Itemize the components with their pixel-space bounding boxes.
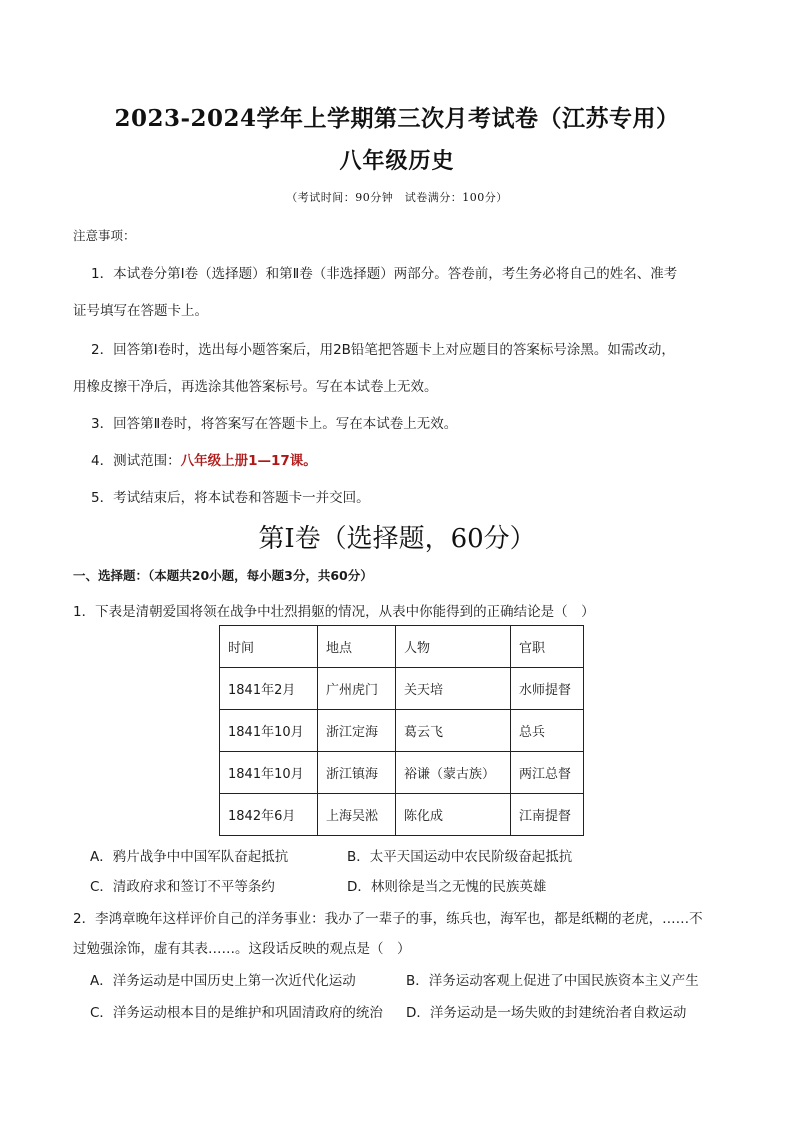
question-1-stem: 1．下表是清朝爱国将领在战争中壮烈捐躯的情况，从表中你能得到的正确结论是（ ）	[73, 604, 595, 620]
table-cell: 广州虎门	[318, 668, 396, 710]
table-cell: 陈化成	[396, 794, 511, 836]
table-cell: 1842年6月	[220, 794, 318, 836]
question-2-option-c: C．洋务运动根本目的是维护和巩固清政府的统治	[90, 1005, 383, 1021]
part-label: 一、选择题：	[73, 568, 149, 583]
table-cell: 两江总督	[511, 752, 584, 794]
table-cell: 总兵	[511, 710, 584, 752]
table-header-cell: 时间	[220, 626, 318, 668]
subject-title: 八年级历史	[339, 148, 455, 174]
table-header-cell: 官职	[511, 626, 584, 668]
table-cell: 1841年10月	[220, 710, 318, 752]
notice-item-4-prefix: 4．测试范围：	[91, 453, 181, 469]
notice-item-1-line-2: 证号填写在答题卡上。	[73, 303, 208, 319]
table-cell: 裕谦（蒙古族）	[396, 752, 511, 794]
notice-heading: 注意事项：	[73, 228, 136, 243]
notice-item-5: 5．考试结束后，将本试卷和答题卡一并交回。	[91, 490, 370, 506]
page-title: 2023-2024学年上学期第三次月考试卷（江苏专用）	[114, 105, 680, 132]
table-cell: 江南提督	[511, 794, 584, 836]
table-cell: 上海吴淞	[318, 794, 396, 836]
question-2-option-b: B．洋务运动客观上促进了中国民族资本主义产生	[406, 973, 699, 989]
notice-item-1-line-1: 1．本试卷分第Ⅰ卷（选择题）和第Ⅱ卷（非选择题）两部分。答卷前，考生务必将自己的姓名、准考	[91, 266, 678, 282]
table-cell: 浙江定海	[318, 710, 396, 752]
question-2-stem-line-2: 过勉强涂饰，虚有其表……。这段话反映的观点是（ ）	[73, 941, 411, 957]
test-scope: 八年级上册1—17课。	[180, 453, 317, 469]
table-row	[220, 794, 584, 836]
table-cell: 浙江镇海	[318, 752, 396, 794]
question-1-option-d: D．林则徐是当之无愧的民族英雄	[347, 879, 547, 895]
question-1-option-a: A．鸦片战争中中国军队奋起抵抗	[90, 849, 289, 865]
table-cell: 水师提督	[511, 668, 584, 710]
part-heading	[73, 566, 373, 584]
notice-item-2-line-1: 2．回答第Ⅰ卷时，选出每小题答案后，用2B铅笔把答题卡上对应题目的答案标号涂黑。如需改动，	[91, 342, 675, 358]
question-2-option-a: A．洋务运动是中国历史上第一次近代化运动	[90, 973, 356, 989]
part-description: （本题共20小题，每小题3分，共60分）	[148, 568, 373, 583]
table-cell: 关天培	[396, 668, 511, 710]
question-1-option-c: C．清政府求和签订不平等条约	[90, 879, 275, 895]
table-cell: 1841年2月	[220, 668, 318, 710]
question-2-stem-line-1: 2．李鸿章晚年这样评价自己的洋务事业：我办了一辈子的事，练兵也，海军也，都是纸糊的老虎，……不	[73, 911, 703, 927]
table-header-row	[220, 626, 584, 668]
notice-item-3: 3．回答第Ⅱ卷时，将答案写在答题卡上。写在本试卷上无效。	[91, 416, 458, 432]
table-header-cell: 地点	[318, 626, 396, 668]
question-2-option-d: D．洋务运动是一场失败的封建统治者自救运动	[406, 1005, 687, 1021]
table-row	[220, 668, 584, 710]
table-cell: 葛云飞	[396, 710, 511, 752]
table-header-cell: 人物	[396, 626, 511, 668]
notice-item-4	[91, 449, 317, 469]
table-row	[220, 710, 584, 752]
table-row	[220, 752, 584, 794]
question-1-option-b: B．太平天国运动中农民阶级奋起抵抗	[347, 849, 573, 865]
notice-item-2-line-2: 用橡皮擦干净后，再选涂其他答案标号。写在本试卷上无效。	[73, 379, 438, 395]
general-table	[219, 625, 584, 836]
table-cell: 1841年10月	[220, 752, 318, 794]
exam-info: （考试时间：90分钟 试卷满分：100分）	[286, 191, 508, 204]
section-heading: 第Ⅰ卷（选择题，60分）	[258, 524, 536, 554]
